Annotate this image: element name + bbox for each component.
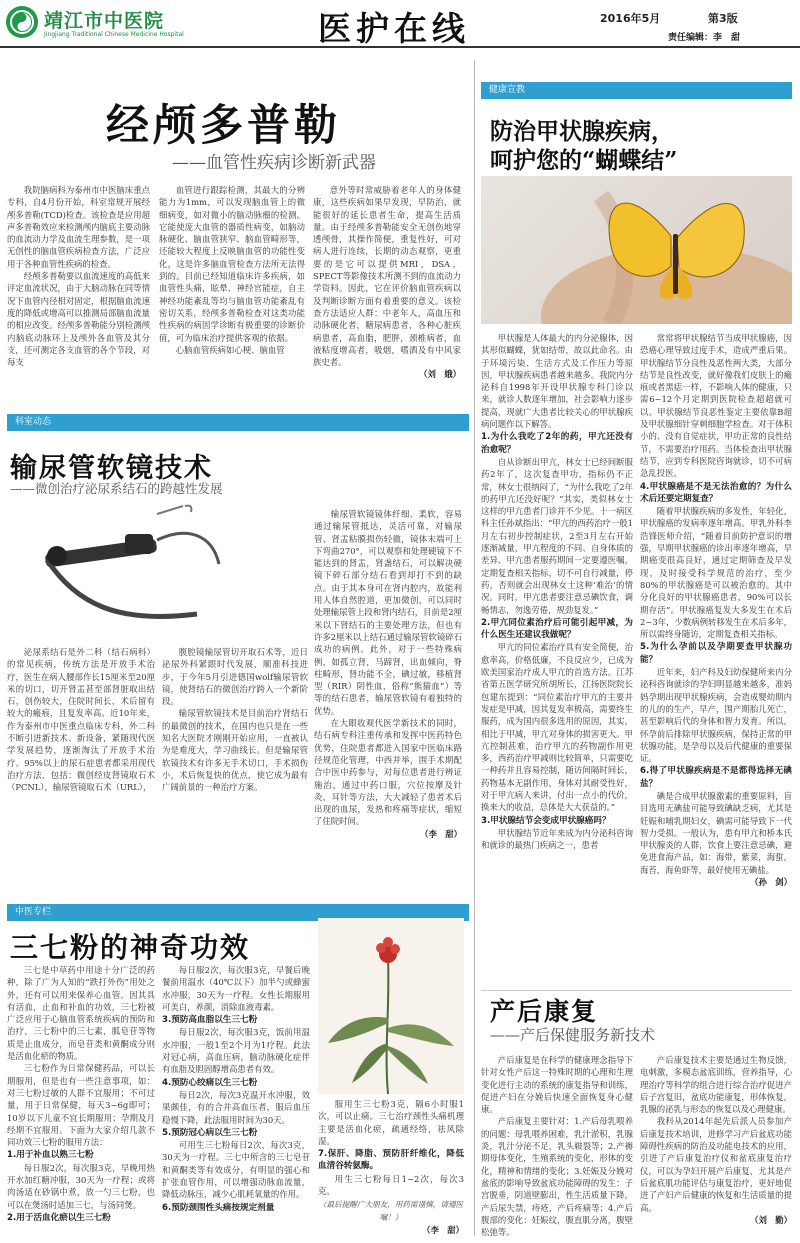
article-postpartum-subtitle: ——产后保健服务新技术 [490,1026,656,1044]
method-heading: 7.保肝、降脂、预防肝纤维化，降低血清谷转氨酶。 [318,1149,464,1172]
article-thyroid-col1 [481,332,633,920]
paragraph: 意外等时常威胁着老年人的身体健康，这些疾病如果早发现，早防治，就能很好的延长患者生命，提高生活质量。由于经颅多普勒能安全无创伤地穿透颅骨，其操作简便，重复性好，可对病人进行连续，长期的动态观察，更重要的是它可以提供MRI，DSA，SPECT等影像技术所测不到的血流动力学资料。因此，它在评价脑血管疾病以及判断诊断方面有着重要的意义。该检查方法适应人群：中老年人，高血压和动脉硬化者，糖尿病患者，各种心脏疾病患者，高血脂，肥胖，颈椎病者，血液粘度增高者，吸烟，嗜酒及有中风家族史者。 [313,185,461,368]
method-heading: 4.预防心绞痛以生三七粉 [162,1077,258,1088]
article-ureteroscope-col3 [314,508,462,848]
article-ureteroscope-col1 [7,646,155,846]
paragraph: 三七是中草药中用途十分广泛的药种，除了广为人知的“跌打外伤”用处之外，还有可以用来保养心血管。因其具有活血，止血和补血的功效，三七粉被广泛应用于心脑血管系统疾病的预防和治疗，三七粉中的三七素，胍皂苷等物质是止血成分，而皂苷类和黄酮成分则是活血化瘀的物质。 [7,965,155,1062]
article-ureteroscope-author: （李 甜） [420,828,462,839]
paragraph: 输尿管软镜技术是目前治疗肾结石的最微创的技术，在国内也只是在一些知名大医院才刚刚开始应用，一直被认为是难度大，学习曲线长。但是输尿管软镜技术有许多无手术切口，手术损伤小，术后恢复快的优点，使它成为最有广阔前景的一种治疗方案。 [162,708,308,793]
paragraph: 产后康复主要针对：1.产后母乳喂养的问题：母乳喂养困难，乳汁淤积，乳腺炎，乳汁分泌不足，乳头皲裂等；2.产褥期母体变化，生殖系统的变化，形体的变化，精神和情绪的变化；3.妊娠及分娩对盆底的影响导致盆底功能障碍的发生：子宫脱垂，阴道壁膨出，性生活质量下降，产后尿失禁，痔疮，产后疼痛等；4.产后腹部的变化：妊娠纹，腹直肌分离，腹壁松弛等。 [481,1116,633,1238]
paragraph: 血管进行跟踪检测，其最大的分辨能力为1mm，可以发现脑血管上的微细病变，如对微小的脑动脉瘤的检测。它能使庞大血管的器质性病变，如脑动脉硬化、脑血管狭窄、脑血管畸形等，还能较大程度上反映脑血管的功能性变化，这是许多脑血管检查方法所无法得到的。目前已经知道临床许多疾病，如血管性头痛，眩晕、神经官能症，自主神经功能紊乱等均与脑血管功能紊乱有密切关系，经颅多普勒检查对这类功能性疾病的病因学诊断有极重要的诊断价值，可为临床治疗提供客观的依据。 [159,185,305,343]
paragraph: 每日服2次，每次服3克，早餐后晚餐前用温水（40℃以下）加半勺或蜂蜜水冲服，30天为一疗程。女性长期服用可美白，养颜，消除血液毒素。 [162,965,310,1012]
article-thyroid-title-line1: 防治甲状腺疾病， [490,118,674,145]
page-number: 第3版 [708,12,738,25]
column-divider [474,60,475,1236]
section-tag-health-education: 健康宣教 [481,82,792,99]
article-postpartum-author: （刘 勤） [750,1214,792,1225]
paragraph: 每日服2次，每次服3克，饭前用温水冲服，一般1至2个月为1疗程。此法对冠心病，高血压病，脑动脉硬化症伴有血脂及胆固醇增高患者有效。 [162,1027,310,1075]
method-heading: 3.预防高血脂以生三七粉 [162,1015,258,1026]
question-heading: 5.为什么孕前以及孕期要查甲状腺功能？ [640,642,792,665]
question-heading: 4.甲状腺癌是不是无法治愈的？为什么术后还要定期复查？ [640,481,792,504]
sanqi-plant-illustration [318,918,464,1094]
article-sanqi-col1 [7,964,155,1240]
paragraph: 我科从2014年起先后派人员参加产后康复技术培训，进修学习产后盆底功能障碍性疾病的防治及功能电技术的应用，引进了产后康复治疗仪和盆底康复治疗仪，可以为孕妇开展产后康复，尤其是产后盆底肌功能评估与康复治疗，更好地促进了产妇产后健康的恢复和生活质量的提高。 [640,1116,792,1213]
divider-line [481,990,792,991]
article-postpartum-col1 [481,1054,633,1240]
article-sanqi-col3 [318,1098,464,1240]
paragraph: 甲状腺是人体最大的内分泌腺体，因其形似蝴蝶，犹如结带，故以此命名。由于环境污染、生活方式及工作压力等原因，甲状腺疾病患者越来越多。我院内分泌科自1998年开设甲状腺专科门诊以来，就诊人数逐年增加，社会影响力逐步提高，现就广大患者比较关心的甲状腺疾病问题作以下解答。 [481,333,633,430]
paragraph: 自从诊断出甲亢，林女士已经间断服药2年了，这次复查甲功，指标仍不正常，林女士很纳闷了，“为什么我吃了2年的药甲亢还没好呢？”其实，类似林女士这样的甲亢患者门诊并不少见。十一病区科主任孙斌指出：“甲亢的西药治疗一般1月左右初步控制症状，2至3月左右开始逐渐减量，甲亢程度的不同、自身体质的差异、甲亢患者服药期间一定要遵医嘱，定期复查相关指标，切不可自行减量，停药，否则就会出现林女士这种‘难治’的情况。同时，甲亢患者要注意忌碘饮食，调畅情志，勿逸劳倦，规劲复发。” [481,456,633,615]
hospital-name-en: Jingjiang Traditional Chinese Medicine Hospital [44,31,184,38]
article-tcd-col3 [313,184,461,380]
article-tcd-subtitle: ——血管性疾病诊断新武器 [172,153,376,173]
article-ureteroscope-col2 [162,646,308,846]
method-heading: 5.预防冠心病以生三七粉 [162,1127,258,1138]
paragraph: 经颅多普勒要以血流速度的高低来评定血流状况，由于大脑动脉在同等情况下血管内径相对固定，根据脑血流速度的降低或增高可以推测局部脑血流量的相应改变。经颅多普勒能分别检测颅内脑底动脉环上及颅外各血管及其分支，还可测定各支血管的各个节段，对每支 [7,271,150,368]
sanqi-note: （最后提醒广大朋友，用药需谨慎，请遵医嘱！） [318,1200,464,1222]
paragraph: 服用生三七粉3克，隔6小时服1次，可以止痛。三七治疗颈性头痛机理主要是活血化瘀，疏通经络，祛风除湿。 [318,1099,464,1146]
article-ureteroscope-subtitle: ——微创治疗泌尿系结石的跨越性发展 [10,481,223,496]
question-heading: 2.甲亢同位素治疗后可能引起甲减，为什么医生还建议我做呢？ [481,617,633,641]
article-tcd-title: 经颅多普勒 [106,101,341,151]
article-thyroid-author: （孙 剑） [750,877,792,888]
method-heading: 2.用于活血化瘀以生三七粉 [7,1212,111,1223]
section-title: 医护在线 [318,9,470,48]
paragraph: 产后康复是在科学的健康理念指导下针对女性产后这一特殊时期的心理和生理变化进行主动的系统的康复指导和训练，促进产妇在分娩后快速全面恢复身心健康。 [481,1055,633,1115]
paragraph: 甲亢的同位素治疗具有安全简便，治愈率高，价格低廉，不良反应少，已成为欧美国家治疗成人甲亢的首选方法。江苏省第五医学研究所胡所长，江扬医院院长包建东提到：“同位素治疗甲亢的主要并发症是甲减，因其复发率极高，需要终生服药，成为国内很多选用的原因，其实，相比于甲减，甲亢对身体的损害更大。甲亢控制甚难，治疗甲亢的药物副作用更多，西药治疗甲减则比较简单，只需要吃一种药并且容易控制，随访间隔时间长，药物基本无副作用，身体对其耐受性好，对于甲亢病人来讲，付出一点小的代价，换来大的收益，总体是大大获益的。” [481,642,633,813]
paragraph: 常常将甲状腺结节当成甲状腺癌，因恐癌心理导致过度手术，造成严重后果。甲状腺结节分良性及恶性两大类，大部分结节是良性改变，就好像我们皮肤上的瘢痕或者黑痣一样，不影响人体的健康，只需6~12个月定期到医院检查超超就可以。甲状腺结节良恶性鉴定主要依靠B超及甲状腺细针穿刺细胞学检查。对于体积小的、没有自觉症状，甲功正常的良性结节，不需要治疗用药。当体检查出甲状腺结节，应到专科医院咨询就诊，切不可病急乱投医。 [640,333,792,479]
paragraph: 近年来，妇产科及妇幼保健所来内分泌科咨询就诊的孕妇明显越来越多，准妈妈孕期出现甲状腺疾病，会造成婴幼期内的儿的的生产，早产，围产期胎儿死亡，甚至影响后代的身体和智力发育。所以，怀孕前后排除甲状腺疾病，保持正常的甲状腺功能，是孕母以及后代健康的重要保证。 [640,667,792,764]
article-sanqi-title: 三七粉的神奇功效 [10,931,251,964]
paragraph: 每日服2次，每次服3克，早晚用热开水加红糖冲服，30天为一疗程；或将肉汤适在砂锅中煮，放一勺三七粉，也可以在煲汤时适加三七，与汤同煲。 [7,1162,155,1210]
question-heading: 1.为什么我吃了2年的药，甲亢还没有治愈呢？ [481,432,633,455]
paragraph: 产后康复技术主要是通过生物反馈，电刺激，多模态盆底训练，营养指导，心理治疗等科学的组合进行综合治疗促进产后子宫复旧，盆底功能康复，形体恢复，乳腺的泌乳与形态的恢复以及心理健康。 [640,1055,792,1115]
method-heading: 6.预防颈围性头痛按规定剂量 [162,1202,275,1213]
paragraph: 随着甲状腺疾病的多发性，年轻化，甲状腺癌的发病率逐年增高。甲乳外科李浩锋医师介绍，“随着目前防护意识的增强，早期甲状腺癌的诊出率逐年增高，早期癌变很高良好，通过定期筛查及早发现，及时接受科学规范的治疗，至少80%的甲状腺癌是可以被治愈的。其中分化良好的甲状腺癌患者，90%可以长期存活”。甲状腺癌复发大多发生在术后2~3年，少数病例转移发生在术后多年，所以需终身随访，定期复查相关指标。 [640,506,792,640]
paragraph: 泌尿系结石是外二科（结石病科）的常见疾病，传统方法是开放手术治疗，医生在病人腰部作长15厘米至20厘米的切口，切开肾盂甚至部肾脏取出结石，创伤较大，住院时间长，术后留有较大的瘢痕，且复发率高。近10年来，作为泰州市中医重点临床专科，外二科不断引进新技术、新设备，紧随现代医学发展趋势，逐渐淘汰了开放手术治疗。95%以上的尿石症患者都采用现代治疗方法，包括：微创经皮肾镜取石术（PCNL），输尿管镜取石术（URL）， [7,647,155,793]
question-heading: 3.甲状腺结节会变成甲状腺癌吗？ [481,815,611,826]
article-thyroid-col2 [640,332,792,920]
section-tag-tcm-column: 中医专栏 [7,904,469,921]
paragraph: 我院脑病科为泰州市中医脑床重点专科，自4月份开始，科室常规开展经颅多普勒(TCD)检查。该检查是应用超声多普勒效应来检测颅内脑底主要动脉的血流动力学及血流生理参数，是一项无创性的脑血管疾病检查方法，广泛应用于各种血管性疾病的检查。 [7,185,150,269]
paragraph: 输尿管软镜镜体纤细、柔软，容易通过输尿管抵达，灵活可靠，对输尿管、肾盂粘膜损伤轻微，镜体末端可上下弯曲270°，可以观察和处理硬镜下不能达到的肾盂，肾盏结石，可以解决硬镜下碎石部分结石看到却打不到的缺点。由于其本身可在肾内腔内，故能利用人体自然腔道，更加微创，可以同时处理输尿管上段和肾内结石，目前是2厘米以下肾结石的主要处理方法，但也有许多2厘米以上结石通过输尿管软镜碎石成功的病例。此外，对于一些特殊病例，如孤立肾，马蹄肾，出血倾向，脊柱畸形，肾功能不全，碘过敏，移植肾型（RIR）阴性血，俗称“熊猫血”）等等的结石患者，输尿管软镜有着独特的优势。 [314,509,462,716]
issue-date: 2016年5月 [600,12,661,25]
paragraph: 腹腔镜输尿管切开取石术等，近日泌尿外科紧跟时代发展，顺准科技进步，于今年5月引进德国wolf输尿管软镜，使肾结石的微创治疗跨入一个新阶段。 [162,647,308,707]
paragraph: 用生三七粉每日1~2次，每次3克。 [318,1173,464,1197]
paragraph: 碘是合成甲状腺激素的重要原料，盲目选用无碘盐可能导致碘缺乏病，尤其是妊娠和哺乳期妇女，碘需可能导致下一代智力受损。一般认为，患有甲亢和桥本氏甲状腺炎的人群，饮食上要注意忌碘，避免进食海产品，如：海带，紫菜，海蜇，海苔，海鱼虾等，最好使用无碘盐。 [640,790,792,875]
question-heading: 6.得了甲状腺疾病是不是都得选择无碘盐？ [640,766,792,789]
ureteroscope-image [7,504,237,642]
article-postpartum-col2 [640,1054,792,1240]
hospital-name: 靖江市中医院 [44,10,165,32]
butterfly-neck-image [481,176,792,324]
paragraph: 甲状腺结节近年来成为内分泌科咨询和就诊的最热门疾病之一，患者 [481,827,633,851]
section-tag-department-news: 科室动态 [7,414,469,431]
hospital-logo-icon [6,6,38,38]
paragraph: 每日2次，每次3克温开水冲服，效果颇佳，有的合并高血压者，服后血压稳慢下降，此法服用时间为30天。 [162,1089,310,1125]
article-ureteroscope-title: 输尿管软镜技术 [10,453,213,484]
article-tcd-author: （刘 娥） [419,369,461,380]
paragraph: 在大眼收观代医学新技术的同时，结石病专科注重传承和发挥中医药特色优势，住院患者都进入国家中医临床路径规范化管理，中西并举，围手术期配合中医中药参与，对每位患者进行辨证施治，通过中药口服，穴位按摩及针灸，耳针等方法，大大减轻了患者术后出现的血尿，发热和疼痛等症状，缩短了住院时间。 [314,718,462,827]
paragraph: 心脑血管疾病如心梗、脑血管 [175,344,285,355]
article-thyroid-title-line2: 呵护您的“蝴蝶结” [490,147,678,174]
article-postpartum-title: 产后康复 [490,997,599,1026]
article-tcd-col1 [7,184,150,380]
article-sanqi-author: （李 甜） [422,1224,464,1235]
masthead [0,0,800,48]
editor-credit: 责任编辑：李 甜 [668,33,741,43]
paragraph: 可用生三七粉每日2次，每次3克，30天为一疗程。三七中所含的三七皂苷和黄酮类等有效成分，有明显的强心和扩张血管作用，可以增强动脉血流量，降低动脉压，减少心肌耗氧量的作用。 [162,1140,310,1200]
article-sanqi-col2 [162,964,310,1240]
paragraph: 三七粉作为日常保健药品，可以长期服用，但是也有一些注意事项，如：对三七粉过敏的人群不宜服用；不可过量，用于日常保健，每天3~6g即可；10岁以下儿童不宜长期服用；孕期及月经期不宜服用。下面为大家介绍几款不同功效三七粉的服用方法： [7,1063,155,1148]
method-heading: 1.用于补血以熟三七粉 [7,1150,94,1161]
article-tcd-col2 [159,184,305,380]
